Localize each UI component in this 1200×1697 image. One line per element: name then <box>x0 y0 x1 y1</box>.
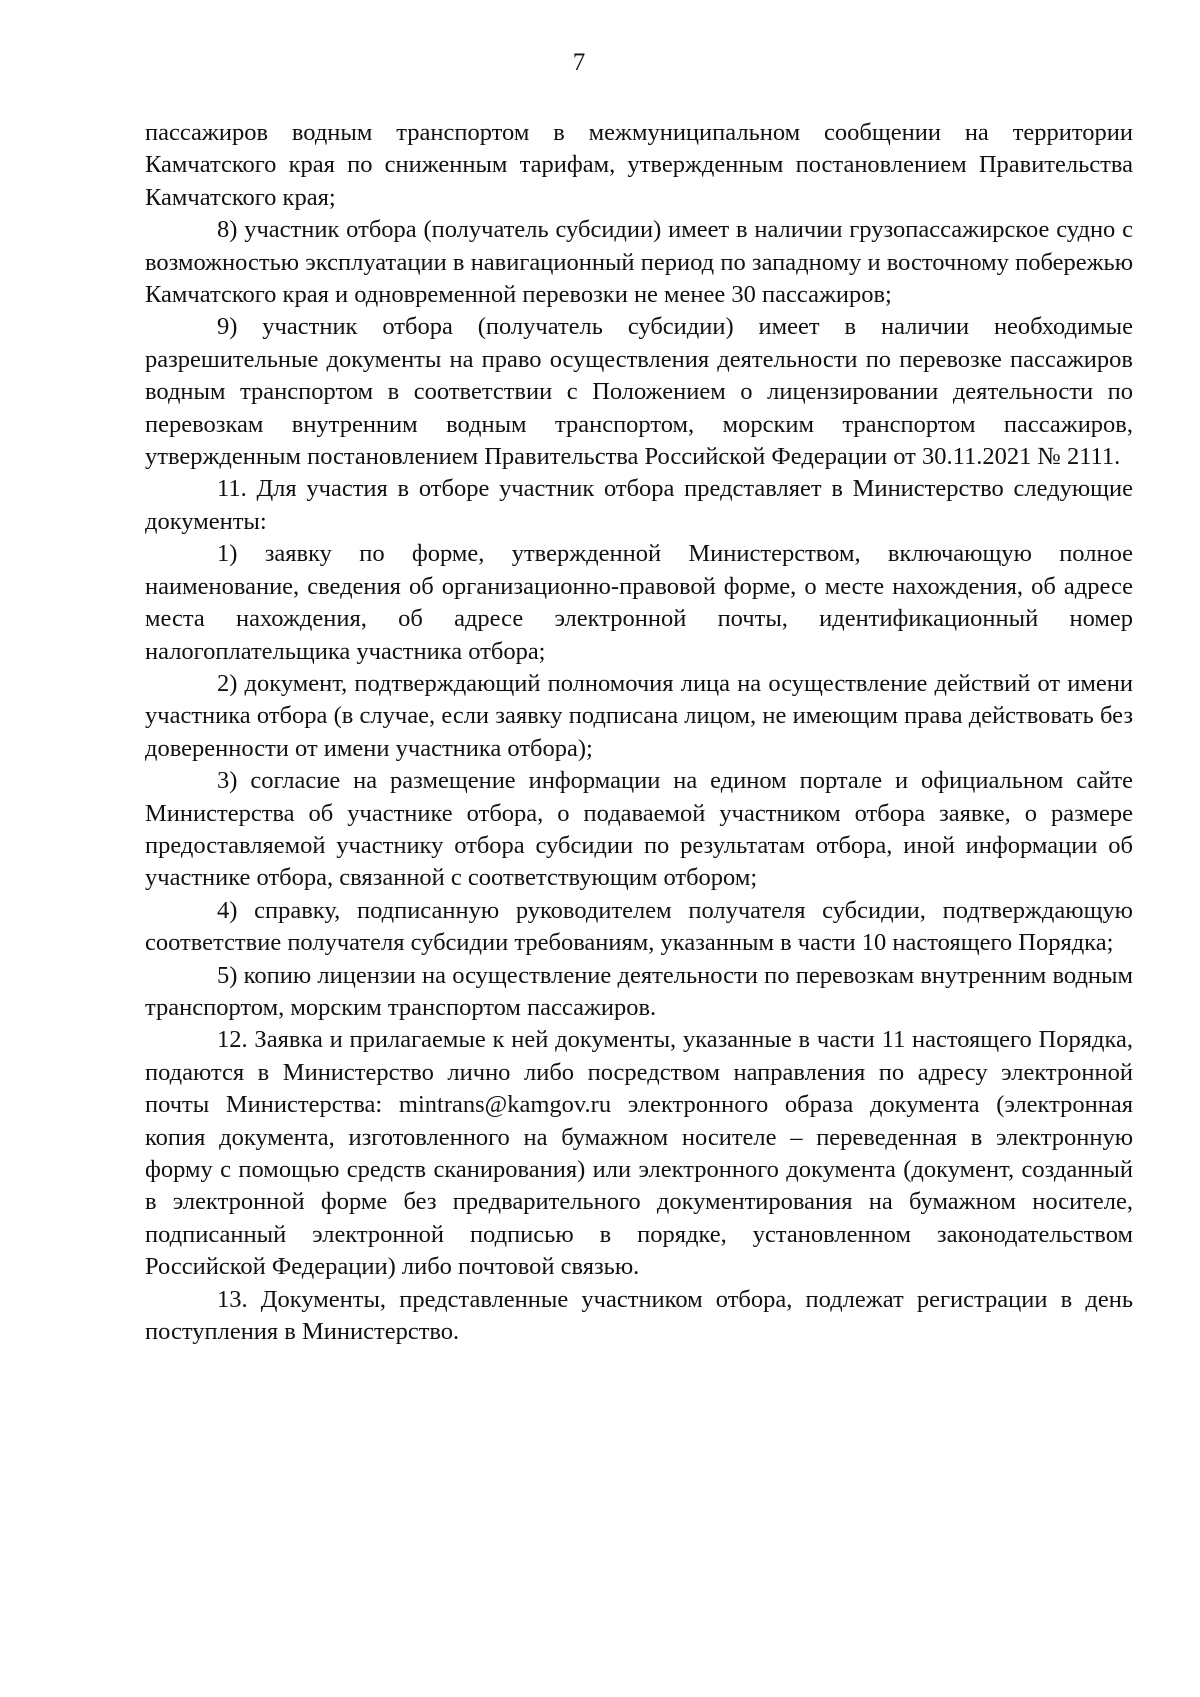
page-number: 7 <box>572 49 586 76</box>
paragraph-section-11: 11. Для участия в отборе участник отбора представляет в Министерство следующие документы: <box>145 475 1133 535</box>
paragraph-item-9-permits: 9) участник отбора (получатель субсидии) имеет в наличии необходимые разрешительные документы на право осуществления деятельности по перевозке пассажиров водным транспортом в соответствии с Положением о лицензировании деятельности по перевозкам внутренним водным транспортом, морским транспортом пассажиров, утвержденным постановлением Правительства Российской Федерации от 30.11.2021 № 2111. <box>145 313 1133 471</box>
paragraph-document-1-application: 1) заявку по форме, утвержденной Министерством, включающую полное наименование, сведения об организационно-правовой форме, о месте нахождения, об адресе места нахождения, об адресе электронной почты, идентификационный номер налогоплательщика участника отбора; <box>145 540 1133 665</box>
paragraph-section-12: 12. Заявка и прилагаемые к ней документы, указанные в части 11 настоящего Порядка, подаются в Министерство лично либо посредством направления по адресу электронной почты Министерства: mintrans@kamgov.ru электронного образа документа (электронная копия документа, изготовленного на бумажном носителе – переведенная в электронную форму с помощью средств сканирования) или электронного документа (документ, созданный в электронной форме без предварительного документирования на бумажном носителе, подписанный электронной подписью в порядке, установленном законодательством Российской Федерации) либо почтовой связью. <box>145 1026 1133 1281</box>
paragraph-document-3-consent: 3) согласие на размещение информации на едином портале и официальном сайте Министерства об участнике отбора, о подаваемой участником отбора заявке, о размере предоставляемой участнику отбора субсидии по результатам отбора, иной информации об участнике отбора, связанной с соответствующим отбором; <box>145 767 1133 892</box>
paragraph-document-2-authority: 2) документ, подтверждающий полномочия лица на осуществление действий от имени участника отбора (в случае, если заявку подписана лицом, не имеющим права действовать без доверенности от имени участника отбора); <box>145 669 1133 762</box>
paragraph-document-5-license: 5) копию лицензии на осуществление деятельности по перевозкам внутренним водным транспортом, морским транспортом пассажиров. <box>145 961 1133 1021</box>
paragraph-item-8-vessel: 8) участник отбора (получатель субсидии) имеет в наличии грузопассажирское судно с возможностью эксплуатации в навигационный период по западному и восточному побережью Камчатского края и одновременной перевозки не менее 30 пассажиров; <box>145 216 1133 309</box>
paragraph-section-13: 13. Документы, представленные участником отбора, подлежат регистрации в день поступления в Министерство. <box>145 1285 1133 1346</box>
document-body <box>145 117 1133 1348</box>
paragraph-document-4-certificate: 4) справку, подписанную руководителем получателя субсидии, подтверждающую соответствие получателя субсидии требованиям, указанным в части 10 настоящего Порядка; <box>145 896 1133 957</box>
paragraph-continuation-passenger-transport: пассажиров водным транспортом в межмуниципальном сообщении на территории Камчатского края по сниженным тарифам, утвержденным постановлением Правительства Камчатского края; <box>145 119 1133 211</box>
